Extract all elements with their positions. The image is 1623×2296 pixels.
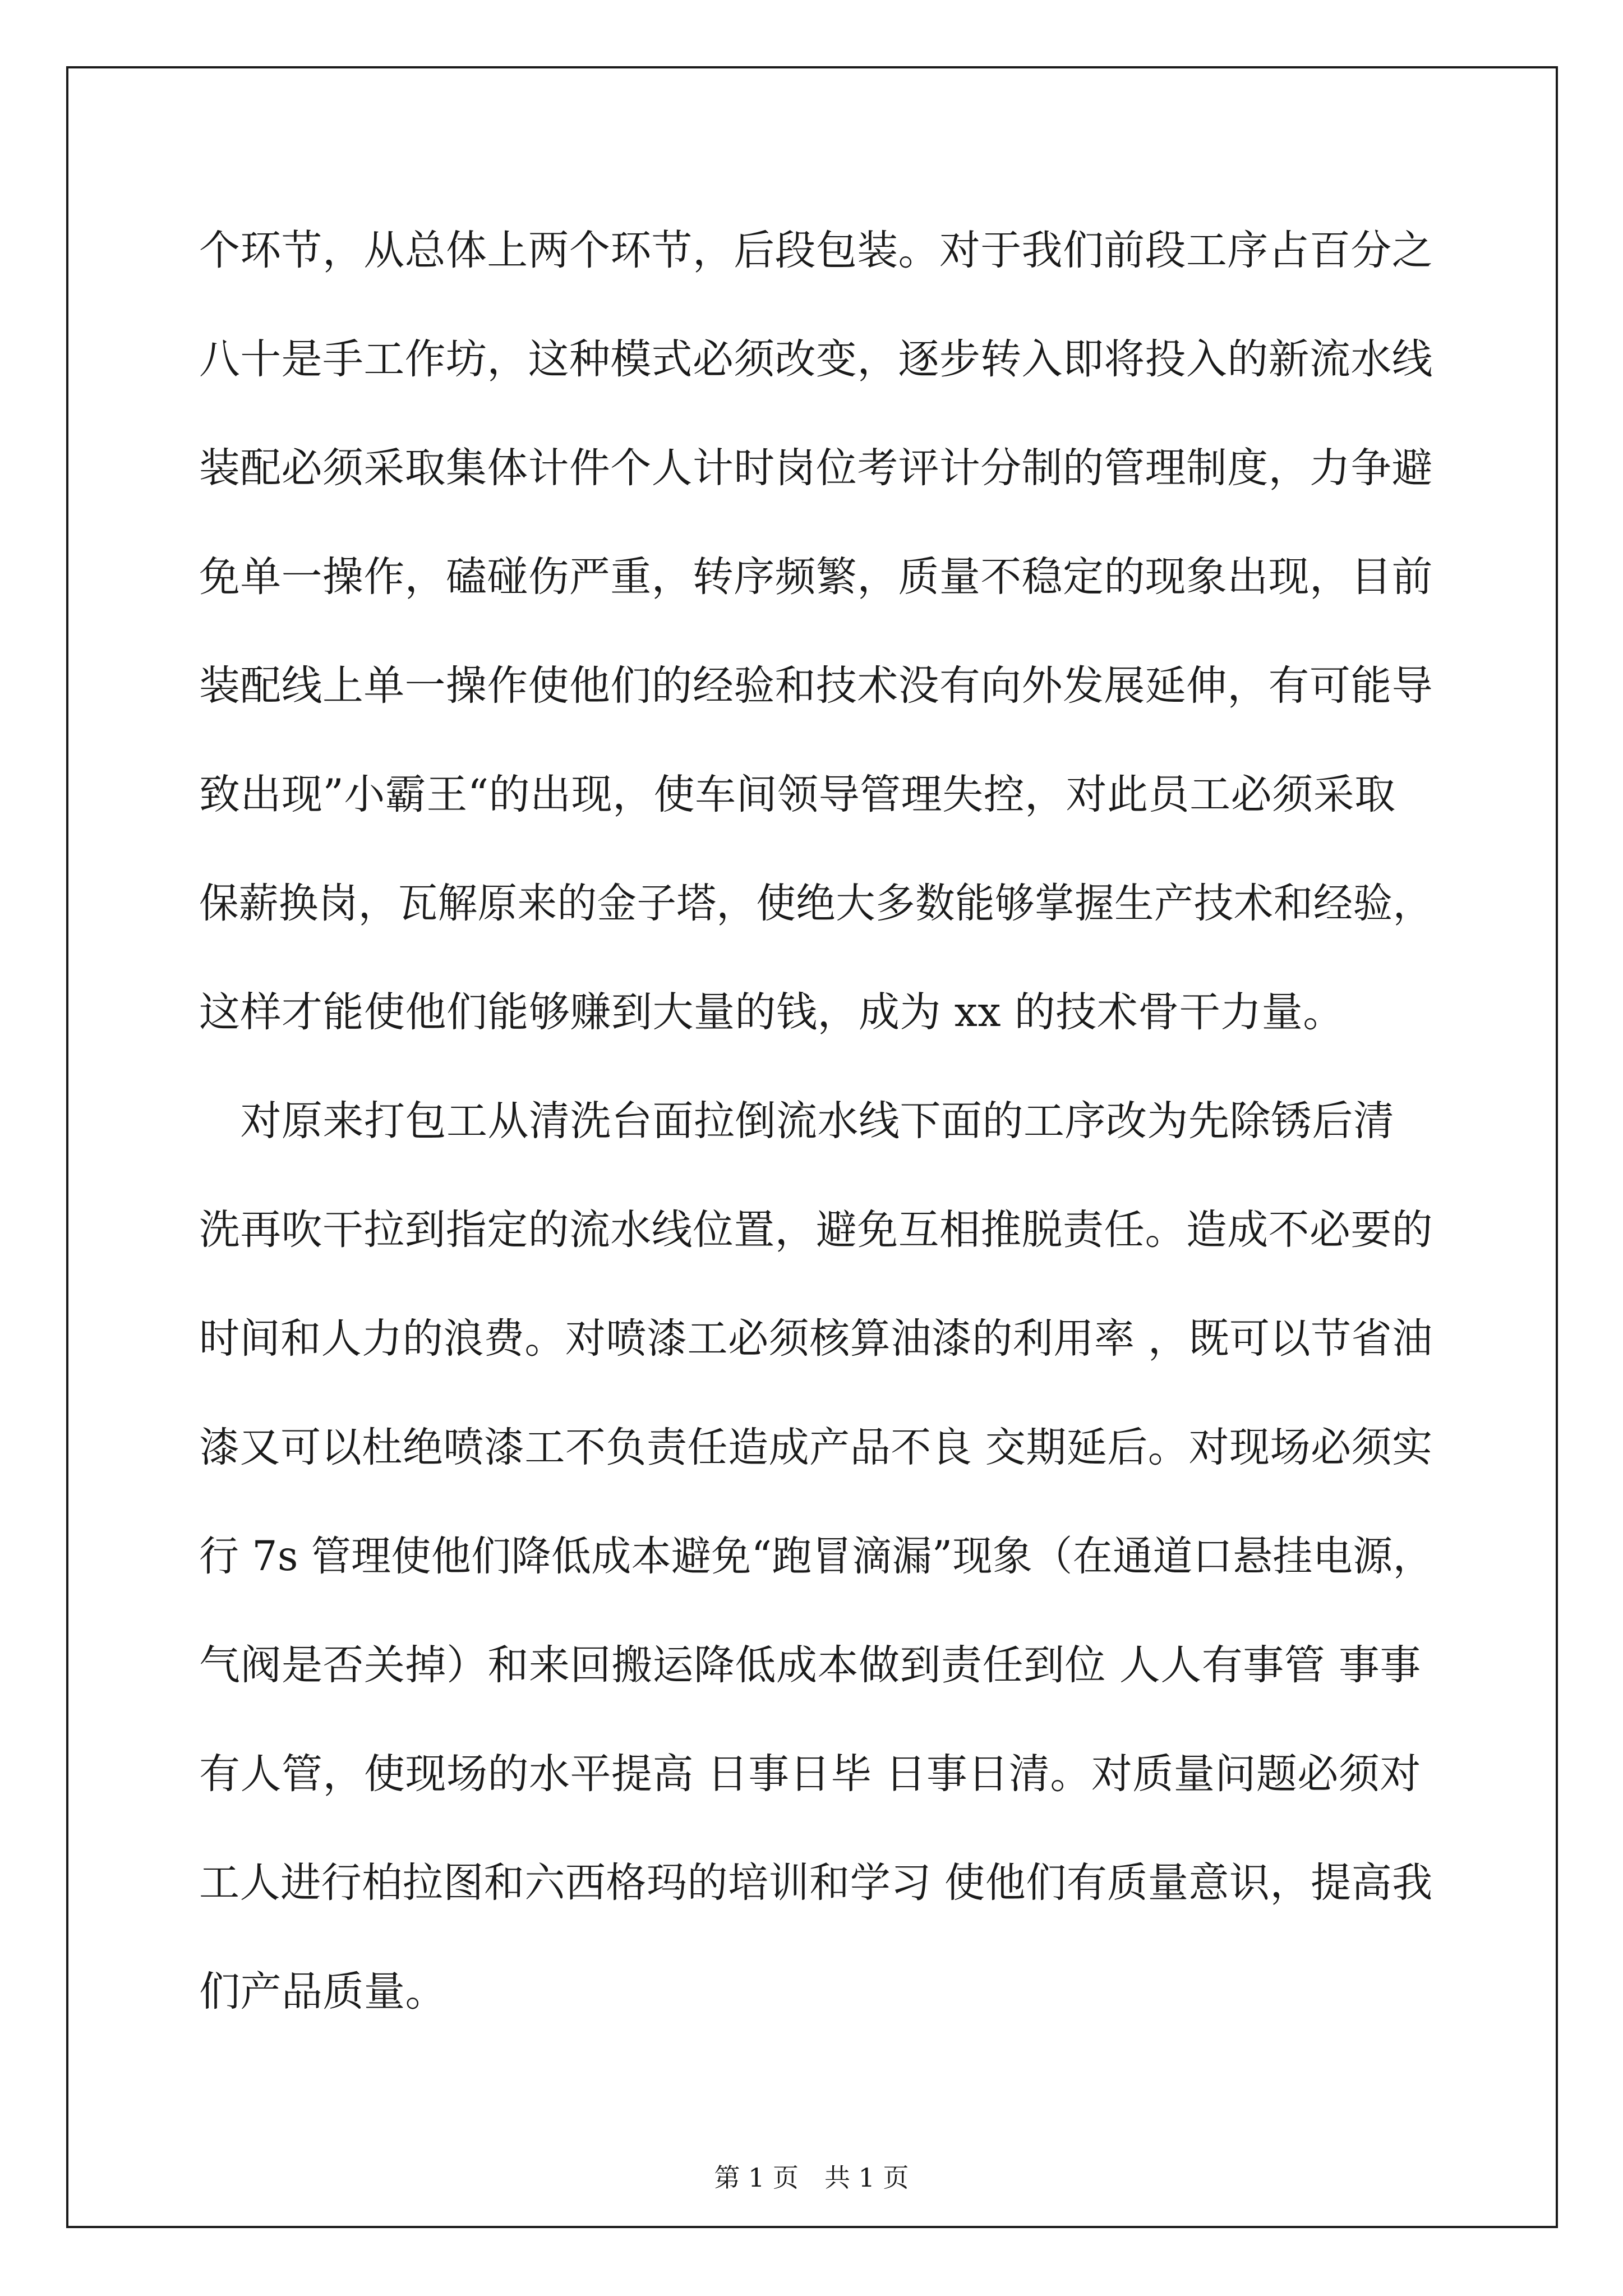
text-line: 这样才能使他们能够赚到大量的钱，成为 xx 的技术骨干力量。 [199,988,1344,1036]
text-line: 对原来打包工从清洗台面拉倒流水线下面的工序改为先除锈后清 [199,1097,1395,1145]
text-line: 致出现”小霸王“的出现，使车间领导管理失控，对此员工必须采取 [199,771,1396,818]
page-footer: 第 1 页 共 1 页 [714,2162,909,2193]
text-line: 时间和人力的浪费。对喷漆工必须核算油漆的利用率 ，既可以节省油 [199,1315,1433,1363]
text-line: 气阀是否关掉）和来回搬运降低成本做到责任到位 人人有事管 事事 [199,1641,1421,1689]
text-line: 装配必须采取集体计件个人计时岗位考评计分制的管理制度，力争避 [199,444,1433,492]
text-line: 洗再吹干拉到指定的流水线位置，避免互相推脱责任。造成不必要的 [199,1206,1433,1254]
text-line: 免单一操作，磕碰伤严重，转序频繁，质量不稳定的现象出现，目前 [199,553,1433,601]
text-line: 个环节，从总体上两个环节，后段包装。对于我们前段工序占百分之 [199,227,1433,274]
text-line: 保薪换岗，瓦解原来的金子塔，使绝大多数能够掌握生产技术和经验， [199,880,1433,927]
text-line: 八十是手工作坊，这种模式必须改变，逐步转入即将投入的新流水线 [199,335,1433,383]
text-line: 工人进行柏拉图和六西格玛的培训和学习 使他们有质量意识，提高我 [199,1859,1433,1907]
text-line: 行 7s 管理使他们降低成本避免“跑冒滴漏”现象（在通道口悬挂电源， [199,1533,1433,1580]
text-line: 有人管，使现场的水平提高 日事日毕 日事日清。对质量问题必须对 [199,1750,1421,1798]
text-line: 们产品质量。 [199,1968,446,2016]
text-line: 漆又可以杜绝喷漆工不负责任造成产品不良 交期延后。对现场必须实 [199,1424,1433,1471]
text-line: 装配线上单一操作使他们的经验和技术没有向外发展延伸，有可能导 [199,662,1433,710]
